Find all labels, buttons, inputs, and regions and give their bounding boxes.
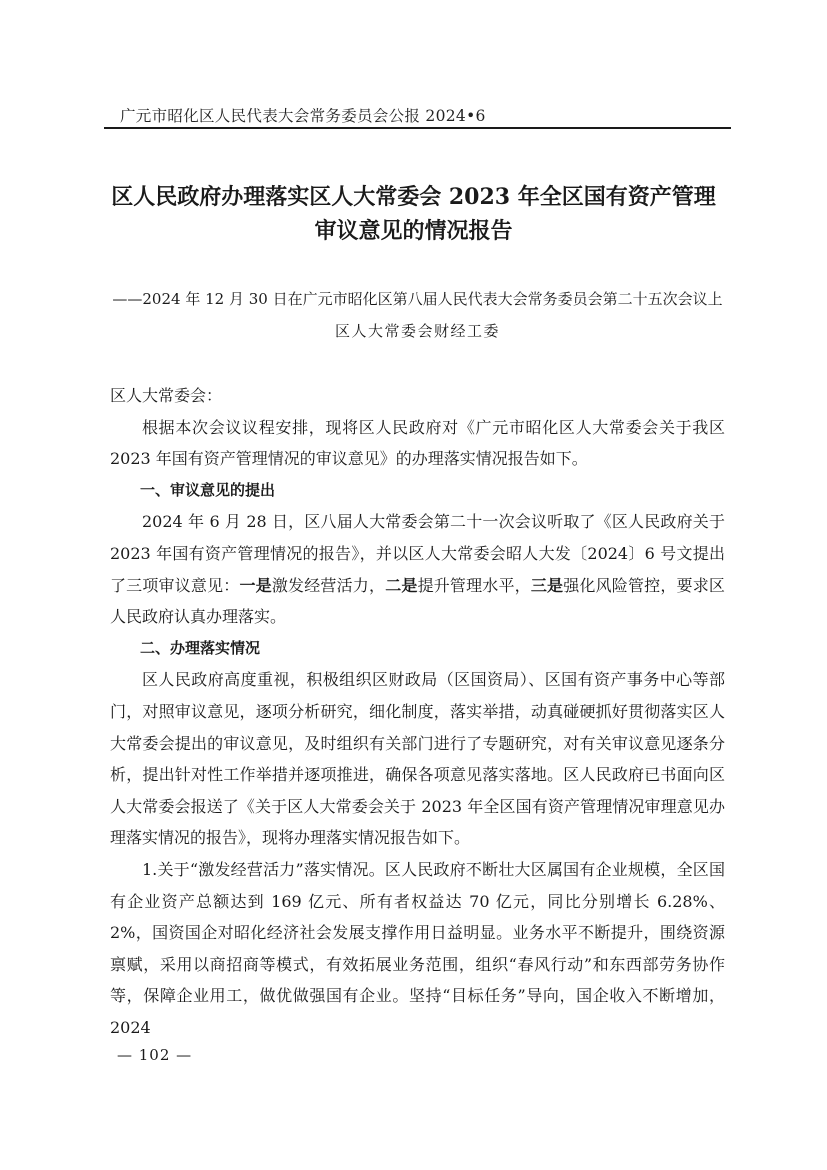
meeting-line: ——2024 年 12 月 30 日在广元市昭化区第八届人民代表大会常务委员会第二十五次会议上 — [112, 290, 723, 308]
keyword-second: 二是 — [385, 575, 418, 595]
running-header: 广元市昭化区人民代表大会常务委员会公报 2024•6 — [120, 107, 486, 125]
paragraph-review-intro: 2024 年 6 月 28 日，区八届人大常委会第二十一次会议听取了《区人民政府关于 2023 年国有资产管理情况的报告》，并以区人大常委会昭人大发〔2024〕6 号文提出了三项审议意见： — [110, 512, 725, 595]
paragraph-implementation: 区人民政府高度重视，积极组织区财政局（区国资局）、区国有资产事务中心等部门，对照审议意见，逐项分析研究，细化制度，落实举措，动真碰硬抓好贯彻落实区人大常委会提出的审议意见，及时组织有关部门进行了专题研究，对有关审议意见逐条分析，提出针对性工作举措并逐项推进，确保各项意见落实落地。区人民政府已书面向区人大常委会报送了《关于区人大常委会关于 2023 年全区国有资产管理情况审理意见办理落实情况的报告》，现将办理落实情况报告如下。 — [110, 670, 725, 848]
opinion-2: 提升管理水平， — [417, 575, 531, 595]
salutation: 区人大常委会： — [110, 386, 223, 405]
document-title — [100, 180, 727, 248]
author-line: 区人大常委会财经工委 — [334, 322, 500, 340]
paragraph-intro: 根据本次会议议程安排，现将区人民政府对《广元市昭化区人大常委会关于我区 2023 年国有资产管理情况的审议意见》的办理落实情况报告如下。 — [110, 417, 725, 469]
keyword-third: 三是 — [530, 575, 564, 595]
page-number: — 102 — — [117, 1046, 193, 1064]
header-rule — [104, 127, 731, 129]
opinion-1: 激发经营活力， — [271, 575, 386, 595]
document-body — [110, 380, 725, 1043]
section-heading-1: 一、审议意见的提出 — [140, 480, 276, 499]
document-title-line-2: 审议意见的情况报告 — [314, 218, 513, 244]
section-heading-2: 二、办理落实情况 — [140, 638, 261, 657]
paragraph-vitality: 1.关于“激发经营活力”落实情况。区人民政府不断壮大区属国有企业规模，全区国有企业资产总额达到 169 亿元、所有者权益达 70 亿元，同比分别增长 6.28%、2%，国资国企对昭化经济社会发展支撑作用日益明显。业务水平不断提升，围绕资源禀赋，采用以商招商等模式，有效拓展业务范围，组织“春风行动”和东西部劳务协作等，保障企业用工，做优做强国有企业。坚持“目标任务”导向，国企收入不断增加，2024 — [110, 859, 725, 1037]
keyword-first: 一是 — [239, 575, 272, 595]
document-title-line-1: 区人民政府办理落实区人大常委会 2023 年全区国有资产管理 — [111, 184, 716, 210]
opinion-3: 强化风险管控，要求区人民政府认真办理落实。 — [110, 575, 725, 627]
paragraph-review-opinions — [110, 506, 725, 632]
